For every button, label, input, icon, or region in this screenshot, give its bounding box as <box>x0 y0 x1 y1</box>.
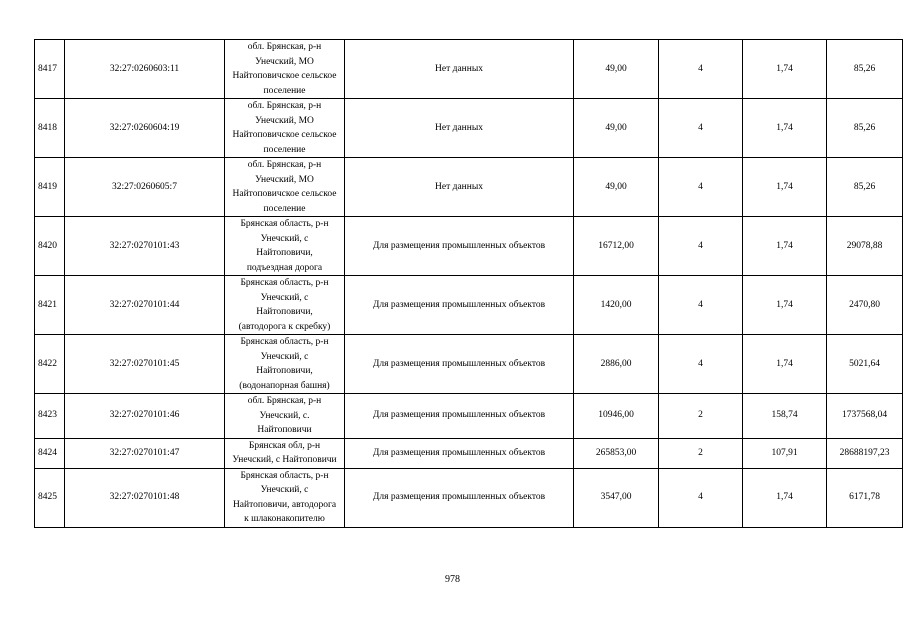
table-row <box>35 335 903 394</box>
cadastral-number-cell: 32:27:0270101:48 <box>65 468 225 527</box>
permitted-use-cell: Нет данных <box>345 40 574 99</box>
permitted-use-cell: Для размещения промышленных объектов <box>345 217 574 276</box>
rate-cell: 1,74 <box>743 468 827 527</box>
area-cell: 2886,00 <box>574 335 659 394</box>
rate-cell: 1,74 <box>743 335 827 394</box>
address-line: обл. Брянская, р-н <box>247 42 322 52</box>
rate-cell: 1,74 <box>743 40 827 99</box>
category-cell: 4 <box>659 217 743 276</box>
table-row <box>35 158 903 217</box>
category-cell: 2 <box>659 394 743 439</box>
address-line: (водонапорная башня) <box>239 380 330 391</box>
cadastral-number-cell: 32:27:0270101:43 <box>65 217 225 276</box>
row-number-cell: 8423 <box>35 394 65 439</box>
address-line: поселение <box>263 85 306 96</box>
area-cell: 265853,00 <box>574 438 659 468</box>
permitted-use-cell: Нет данных <box>345 99 574 158</box>
cadastral-value-cell: 85,26 <box>827 158 903 217</box>
address-cell <box>225 276 345 335</box>
address-cell <box>225 438 345 468</box>
rate-cell: 1,74 <box>743 217 827 276</box>
address-cell <box>225 468 345 527</box>
address-line: Найтоповичское сельское <box>232 130 337 140</box>
permitted-use-cell: Нет данных <box>345 158 574 217</box>
address-cell <box>225 40 345 99</box>
address-line: обл. Брянская, р-н <box>247 101 322 111</box>
table-row <box>35 438 903 468</box>
address-line: Унечский, МО <box>255 174 314 185</box>
area-cell: 16712,00 <box>574 217 659 276</box>
address-line: Унечский, с Найтоповичи <box>232 455 337 465</box>
rate-cell: 107,91 <box>743 438 827 468</box>
address-line: Найтоповичи, <box>256 307 313 317</box>
rate-cell: 158,74 <box>743 394 827 439</box>
address-line: Унечский, с <box>260 351 309 362</box>
area-cell: 10946,00 <box>574 394 659 439</box>
address-line: Найтоповичи, <box>256 366 313 376</box>
address-cell <box>225 158 345 217</box>
cadastral-number-cell: 32:27:0260603:11 <box>65 40 225 99</box>
row-number-cell: 8424 <box>35 438 65 468</box>
table-row <box>35 394 903 439</box>
land-plot-table <box>34 39 903 528</box>
cadastral-value-cell: 85,26 <box>827 99 903 158</box>
permitted-use-cell: Для размещения промышленных объектов <box>345 335 574 394</box>
address-line: к шлаконакопителю <box>244 514 325 524</box>
table-row <box>35 217 903 276</box>
cadastral-number-cell: 32:27:0260604:19 <box>65 99 225 158</box>
address-line: Унечский, с. <box>259 410 310 421</box>
area-cell: 49,00 <box>574 40 659 99</box>
cadastral-value-cell: 29078,88 <box>827 217 903 276</box>
area-cell: 49,00 <box>574 99 659 158</box>
address-cell <box>225 335 345 394</box>
address-line: Унечский, с <box>260 485 309 495</box>
area-cell: 3547,00 <box>574 468 659 527</box>
row-number-cell: 8419 <box>35 158 65 217</box>
address-line: поселение <box>263 144 306 155</box>
address-line: Брянская область, р-н <box>240 219 329 229</box>
address-line: Унечский, МО <box>255 115 314 126</box>
table-body <box>35 40 903 528</box>
address-line: Унечский, МО <box>255 56 314 67</box>
address-line: подъездная дорога <box>246 262 323 273</box>
category-cell: 4 <box>659 99 743 158</box>
category-cell: 4 <box>659 468 743 527</box>
row-number-cell: 8421 <box>35 276 65 335</box>
row-number-cell: 8418 <box>35 99 65 158</box>
address-line: Найтоповичское сельское <box>232 71 337 81</box>
cadastral-value-cell: 5021,64 <box>827 335 903 394</box>
cadastral-value-cell: 1737568,04 <box>827 394 903 439</box>
row-number-cell: 8425 <box>35 468 65 527</box>
rate-cell: 1,74 <box>743 276 827 335</box>
row-number-cell: 8417 <box>35 40 65 99</box>
address-line: Унечский, с <box>260 233 309 244</box>
cadastral-value-cell: 6171,78 <box>827 468 903 527</box>
rate-cell: 1,74 <box>743 158 827 217</box>
category-cell: 4 <box>659 276 743 335</box>
address-line: обл. Брянская, р-н <box>247 396 322 406</box>
cadastral-number-cell: 32:27:0270101:46 <box>65 394 225 439</box>
table-row <box>35 40 903 99</box>
permitted-use-cell: Для размещения промышленных объектов <box>345 394 574 439</box>
permitted-use-cell: Для размещения промышленных объектов <box>345 468 574 527</box>
cadastral-value-cell: 85,26 <box>827 40 903 99</box>
address-line: Брянская область, р-н <box>240 337 329 347</box>
category-cell: 4 <box>659 40 743 99</box>
table-row <box>35 276 903 335</box>
address-line: поселение <box>263 203 306 214</box>
permitted-use-cell: Для размещения промышленных объектов <box>345 276 574 335</box>
rate-cell: 1,74 <box>743 99 827 158</box>
address-line: Унечский, с <box>260 292 309 303</box>
category-cell: 4 <box>659 335 743 394</box>
address-cell <box>225 217 345 276</box>
address-cell <box>225 99 345 158</box>
cadastral-value-cell: 2470,80 <box>827 276 903 335</box>
row-number-cell: 8420 <box>35 217 65 276</box>
page-number: 978 <box>445 574 460 585</box>
area-cell: 1420,00 <box>574 276 659 335</box>
permitted-use-cell: Для размещения промышленных объектов <box>345 438 574 468</box>
cadastral-number-cell: 32:27:0270101:45 <box>65 335 225 394</box>
cadastral-value-cell: 28688197,23 <box>827 438 903 468</box>
table-row <box>35 468 903 527</box>
cadastral-number-cell: 32:27:0260605:7 <box>65 158 225 217</box>
area-cell: 49,00 <box>574 158 659 217</box>
cadastral-number-cell: 32:27:0270101:47 <box>65 438 225 468</box>
address-line: Брянская обл, р-н <box>248 440 321 451</box>
address-line: (автодорога к скребку) <box>238 321 331 332</box>
address-line: Брянская область, р-н <box>240 470 329 481</box>
cadastral-number-cell: 32:27:0270101:44 <box>65 276 225 335</box>
address-cell <box>225 394 345 439</box>
address-line: Брянская область, р-н <box>240 278 329 288</box>
address-line: Найтоповичи <box>257 425 312 435</box>
table-row <box>35 99 903 158</box>
category-cell: 4 <box>659 158 743 217</box>
row-number-cell: 8422 <box>35 335 65 394</box>
address-line: Найтоповичи, <box>256 248 313 258</box>
address-line: Найтоповичское сельское <box>232 189 337 199</box>
address-line: Найтоповичи, автодорога <box>232 499 337 510</box>
category-cell: 2 <box>659 438 743 468</box>
address-line: обл. Брянская, р-н <box>247 160 322 170</box>
